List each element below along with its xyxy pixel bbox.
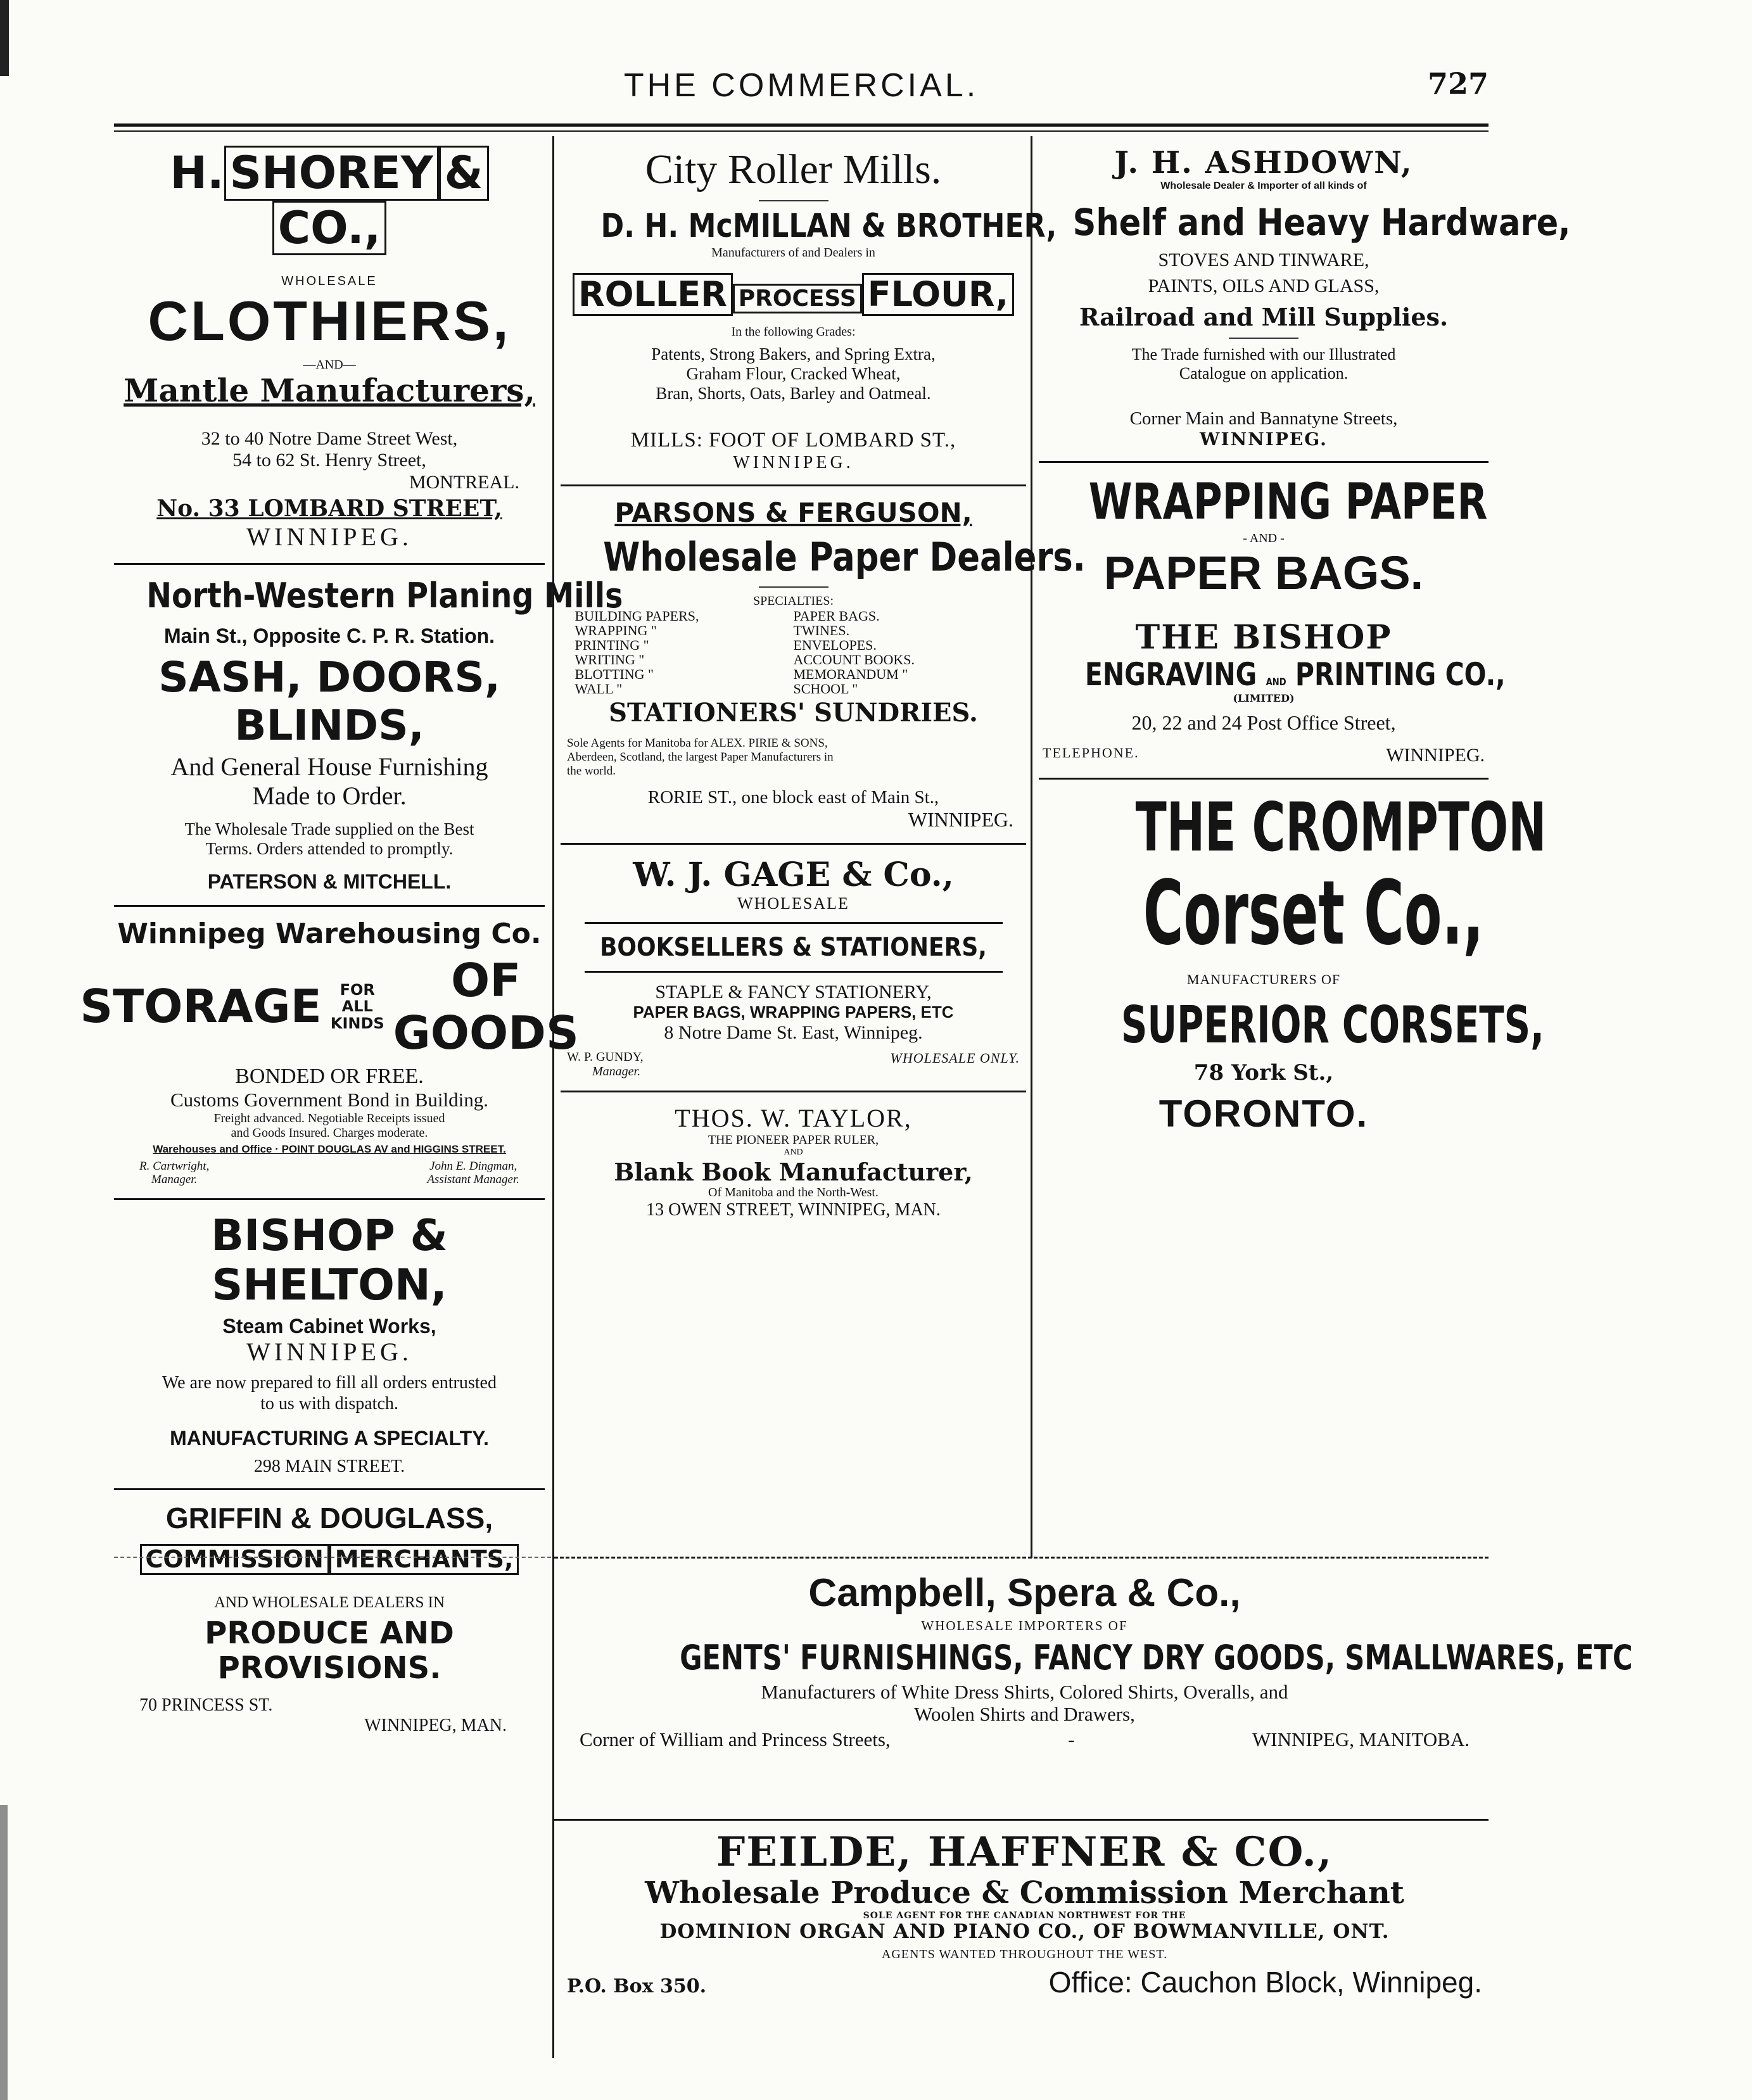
specialty-item: PRINTING " [574,636,649,653]
rule [759,586,828,588]
city-roller-city: WINNIPEG. [733,452,854,472]
gage-ad [561,856,1026,1080]
city-roller-roller: ROLLER [573,273,733,316]
specialty-item: BUILDING PAPERS, [574,607,699,624]
city-roller-flour: FLOUR, [862,273,1014,316]
feilde-produce-line [561,1876,1489,1911]
campbell-dash: - [1068,1728,1075,1750]
griffin-address: 70 PRINCESS ST. [139,1695,273,1715]
bishop-engraving-city: WINNIPEG. [1386,744,1485,766]
ashdown-catalogue: The Trade furnished with our Illustrated [1131,345,1396,364]
warehousing-for-all: FOR ALL [340,980,375,1016]
ashdown-city: WINNIPEG. [1200,429,1328,450]
warehousing-kinds: KINDS [330,1014,384,1032]
crompton-makers: MANUFACTURERS OF [1186,971,1341,987]
campbell-address-line [561,1728,1489,1751]
crompton-corset: Corset Co., [1143,861,1484,965]
rule [585,971,1003,973]
feilde-ad [561,1829,1489,1999]
warehousing-customs: Customs Government Bond in Building. [170,1089,489,1111]
bishop-engraving-bags: PAPER BAGS. [1103,546,1424,599]
parsons-specialty-list [575,609,1012,697]
parsons-sundries: STATIONERS' SUNDRIES. [609,698,978,728]
specialty-item: WRAPPING " [574,622,657,638]
campbell-city: WINNIPEG, MANITOBA. [1252,1728,1470,1750]
bishop-engraving-limited: (LIMITED) [1233,692,1295,705]
warehousing-storage-line [80,953,579,1059]
shorey-name-part: CO., [272,201,387,256]
ashdown-line: PAINTS, OILS AND GLASS, [1148,275,1380,296]
campbell-line: Manufacturers of White Dress Shirts, Colored Shirts, Overalls, and [761,1680,1288,1703]
ad-separator [114,563,545,565]
bishop-shelton-works: Steam Cabinet Works, [222,1314,436,1338]
bishop-shelton-city: WINNIPEG. [246,1338,412,1367]
specialty-item: WALL " [574,681,623,697]
bishop-engraving-contact [1039,745,1489,767]
campbell-top-rule [554,1557,1489,1559]
bishop-shelton-name: BISHOP & SHELTON, [211,1211,448,1311]
griffin-merchants: MERCHANTS, [329,1544,519,1576]
shorey-name [114,146,545,255]
page-header [114,66,1489,117]
parsons-specialties: SPECIALTIES: [752,593,834,608]
header-rule-thin [114,130,1489,132]
specialty-item: BLOTTING " [574,666,654,683]
ad-separator [561,843,1026,845]
column-rule-left [552,136,554,1558]
north-western-location: Main St., Opposite C. P. R. Station. [163,624,495,647]
feilde-produce: Wholesale Produce [645,1875,971,1911]
specialty-item: ACCOUNT BOOKS. [793,651,915,667]
parsons-city: WINNIPEG. [908,808,1013,832]
bishop-engraving-and: - AND - [1243,531,1285,545]
parsons-agents-line: Sole Agents for Manitoba for ALEX. PIRIE & SONS, [567,737,828,750]
ad-separator [1039,778,1489,780]
city-roller-line: Bran, Shorts, Oats, Barley and Oatmeal. [656,383,931,403]
parsons-ad [561,497,1086,832]
campbell-name: Campbell, Spera & Co., [808,1571,1241,1615]
ashdown-name: J. H. ASHDOWN, [1114,145,1413,180]
shorey-ad [114,146,545,552]
gage-wholesale: WHOLESALE [737,894,849,913]
header-rule [114,123,1489,127]
feilde-amp: & [981,1875,1009,1911]
column-rule-right [1031,136,1032,1558]
feilde-commission: Commission Merchant [1019,1875,1404,1911]
city-roller-name: City Roller Mills. [645,146,942,193]
bishop-engraving-address: 20, 22 and 24 Post Office Street, [1131,711,1396,734]
campbell-ad [561,1571,1633,1750]
bishop-engraving-amp: AND [1266,675,1286,688]
ad-separator [114,1488,545,1490]
gage-manager-title: Manager. [592,1065,641,1079]
city-roller-makers: Manufacturers of and Dealers in [711,245,875,260]
griffin-city: WINNIPEG, MAN. [364,1715,507,1735]
warehousing-manager [139,1160,209,1187]
warehousing-freight: Freight advanced. Negotiable Receipts issued [213,1111,445,1126]
warehousing-manager-title: Manager. [151,1173,198,1187]
rule [1229,338,1298,339]
right-column [1039,145,1571,1135]
shorey-lombard: No. 33 LOMBARD STREET, [156,495,502,522]
griffin-commission-line [140,1544,519,1576]
bishop-engraving-ad [1039,474,1506,766]
city-roller-line: Graham Flour, Cracked Wheat, [686,364,901,383]
scan-edge-stain [0,1805,8,2100]
north-western-line: And General House Furnishing [170,752,488,781]
crompton-address: 78 York St., [1193,1059,1334,1085]
shorey-wholesale: WHOLESALE [281,274,378,288]
north-western-products: SASH, DOORS, BLINDS, [158,653,500,750]
feilde-name: FEILDE, HAFFNER & CO., [716,1828,1333,1876]
griffin-dealers: AND WHOLESALE DEALERS IN [213,1594,445,1612]
ad-separator [114,1198,545,1200]
warehousing-assistant-name: John E. Dingman, [429,1159,517,1173]
warehousing-for-all-kinds [331,982,384,1032]
feilde-office: Office: Cauchon Block, Winnipeg. [1048,1965,1482,1999]
warehousing-storage: STORAGE [80,980,322,1034]
city-roller-mills: MILLS: FOOT OF LOMBARD ST., [630,428,956,452]
bishop-engraving-wrapping: WRAPPING PAPER [1088,474,1488,531]
rule [585,922,1003,924]
shorey-and: —AND— [303,358,356,372]
griffin-commission: COMMISSION [140,1544,329,1576]
bishop-engraving-line [1085,657,1506,693]
feilde-pobox: P.O. Box 350. [567,1975,707,1997]
city-roller-line: Patents, Strong Bakers, and Spring Extra, [651,344,936,364]
shorey-name-part: SHOREY [224,146,439,201]
parsons-title: Wholesale Paper Dealers. [603,534,1086,581]
city-roller-grades: In the following Grades: [731,324,856,339]
parsons-agents-line: the world. [567,764,616,778]
warehousing-office: Warehouses and Office · POINT DOUGLAS AV and HIGGINS STREET. [153,1143,506,1156]
rule [759,200,828,201]
gage-manager-line [561,1050,1026,1079]
north-western-name: North-Western Planing Mills [146,575,623,616]
ad-separator [561,1091,1026,1092]
gage-manager-name: W. P. GUNDY, [567,1050,644,1065]
specialty-item: ENVELOPES. [793,636,877,653]
taylor-and: AND [784,1148,803,1158]
crompton-superior: SUPERIOR CORSETS, [1120,995,1544,1054]
north-western-trade: The Wholesale Trade supplied on the Best [184,819,474,839]
ashdown-sub: Wholesale Dealer & Importer of all kinds of [1160,180,1367,192]
taylor-address: 13 OWEN STREET, WINNIPEG, MAN. [646,1200,941,1220]
campbell-line: Woolen Shirts and Drawers, [914,1703,1135,1726]
campbell-importers: WHOLESALE IMPORTERS OF [921,1618,1128,1634]
bishop-shelton-line: We are now prepared to fill all orders entrusted [162,1373,497,1393]
warehousing-freight: and Goods Insured. Charges moderate. [231,1126,428,1141]
north-western-line: Made to Order. [252,781,407,811]
ashdown-line: STOVES AND TINWARE, [1158,250,1369,271]
griffin-name: GRIFFIN & DOUGLASS, [165,1501,493,1534]
warehousing-manager-name: R. Cartwright, [139,1159,210,1173]
shorey-address: 54 to 62 St. Henry Street, [232,450,426,471]
parsons-name: PARSONS & FERGUSON, [614,497,972,529]
taylor-region: Of Manitoba and the North-West. [708,1186,879,1200]
gage-address: 8 Notre Dame St. East, Winnipeg. [664,1022,923,1043]
crompton-ad [1039,788,1547,1135]
parsons-address: RORIE ST., one block east of Main St., [647,787,939,807]
ashdown-ad [1039,145,1571,450]
taylor-blank: Blank Book Manufacturer, [614,1157,973,1186]
gage-manager [567,1050,644,1079]
bishop-shelton-specialty: MANUFACTURING A SPECIALTY. [170,1426,489,1450]
bishop-shelton-ad [114,1211,545,1477]
crompton-city: TORONTO. [1158,1092,1369,1135]
bishop-shelton-address: 298 MAIN STREET. [253,1456,405,1476]
feilde-sole: SOLE AGENT FOR THE CANADIAN NORTHWEST FOR THE [863,1910,1186,1921]
shorey-winnipeg: WINNIPEG. [246,522,412,551]
warehousing-ad [80,918,579,1187]
parsons-agents-line: Aberdeen, Scotland, the largest Paper Manufacturers in [567,750,834,764]
warehousing-assistant-title: Assistant Manager. [427,1173,519,1187]
specialty-item: MEMORANDUM " [793,666,908,683]
ashdown-hardware: Shelf and Heavy Hardware, [1072,200,1571,244]
gage-name: W. J. GAGE & Co., [633,855,954,894]
gage-wholesale-only: WHOLESALE ONLY. [890,1050,1020,1066]
ashdown-catalogue: Catalogue on application. [1179,364,1349,383]
specialty-item: WRITING " [574,651,645,667]
griffin-produce: PRODUCE AND PROVISIONS. [205,1616,454,1686]
feilde-agents: AGENTS WANTED THROUGHOUT THE WEST. [881,1947,1168,1961]
city-roller-process: PROCESS [733,284,862,313]
bishop-shelton-line: to us with dispatch. [260,1393,398,1414]
shorey-name-part: H. [170,147,224,199]
parsons-list-left [575,609,794,697]
shorey-clothiers: CLOTHIERS, [148,289,511,352]
warehousing-bonded: BONDED OR FREE. [235,1065,424,1089]
crompton-the: THE CROMPTON [1135,788,1547,867]
scan-edge-stain [0,0,9,76]
bishop-engraving-engraving: ENGRAVING [1084,655,1257,693]
city-roller-flour-line [573,273,1014,316]
ad-separator [561,484,1026,486]
city-roller-firm: D. H. McMILLAN & BROTHER, [600,206,1057,245]
parsons-list-right [794,609,1012,697]
shorey-mantle: Mantle Manufacturers, [124,372,535,410]
gage-trade: BOOKSELLERS & STATIONERS, [599,932,987,962]
bishop-engraving-name: THE BISHOP [1135,618,1392,657]
ad-separator [1039,461,1489,463]
taylor-name: THOS. W. TAYLOR, [675,1104,912,1133]
feilde-organ: DOMINION ORGAN AND PIANO CO., OF BOWMANVILLE, ONT. [659,1920,1390,1943]
city-roller-ad [561,146,1057,473]
north-western-proprietors: PATERSON & MITCHELL. [207,870,452,894]
column-rule-bottom [552,1558,554,2058]
taylor-ad [561,1104,1026,1220]
feilde-top-rule [554,1819,1489,1821]
shorey-city: MONTREAL. [409,471,519,493]
warehousing-assistant [427,1160,519,1187]
ashdown-corner: Corner Main and Bannatyne Streets, [1129,408,1398,429]
shorey-address: 32 to 40 Notre Dame Street West, [201,427,458,449]
north-western-trade: Terms. Orders attended to promptly. [205,839,454,859]
warehousing-name: Winnipeg Warehousing Co. [117,918,542,951]
bishop-engraving-printing: PRINTING CO., [1295,655,1506,693]
specialty-item: PAPER BAGS. [793,607,880,624]
gage-line: STAPLE & FANCY STATIONERY, [655,981,932,1003]
middle-column [561,146,1086,1220]
running-title: THE COMMERCIAL. [623,67,979,104]
campbell-goods: GENTS' FURNISHINGS, FANCY DRY GOODS, SMALLWARES, ETC [680,1638,1633,1678]
taylor-ruler: THE PIONEER PAPER RULER, [708,1133,879,1148]
griffin-ad [114,1502,545,1736]
feilde-footer [561,1966,1489,1999]
gage-line: PAPER BAGS, WRAPPING PAPERS, ETC [633,1003,954,1022]
warehousing-managers [114,1160,545,1187]
left-bottom-rule [114,1557,551,1558]
page-number: 727 [1427,66,1489,101]
campbell-corner: Corner of William and Princess Streets, [580,1728,891,1750]
ashdown-railroad: Railroad and Mill Supplies. [1079,303,1449,332]
specialty-item: SCHOOL " [793,681,858,697]
warehousing-of-goods: OF GOODS [393,953,579,1059]
parsons-agents [561,737,1026,778]
specialty-item: TWINES. [793,622,850,638]
ad-separator [114,905,545,907]
shorey-name-part: & [439,146,489,201]
bishop-engraving-telephone: TELEPHONE. [1043,744,1139,761]
